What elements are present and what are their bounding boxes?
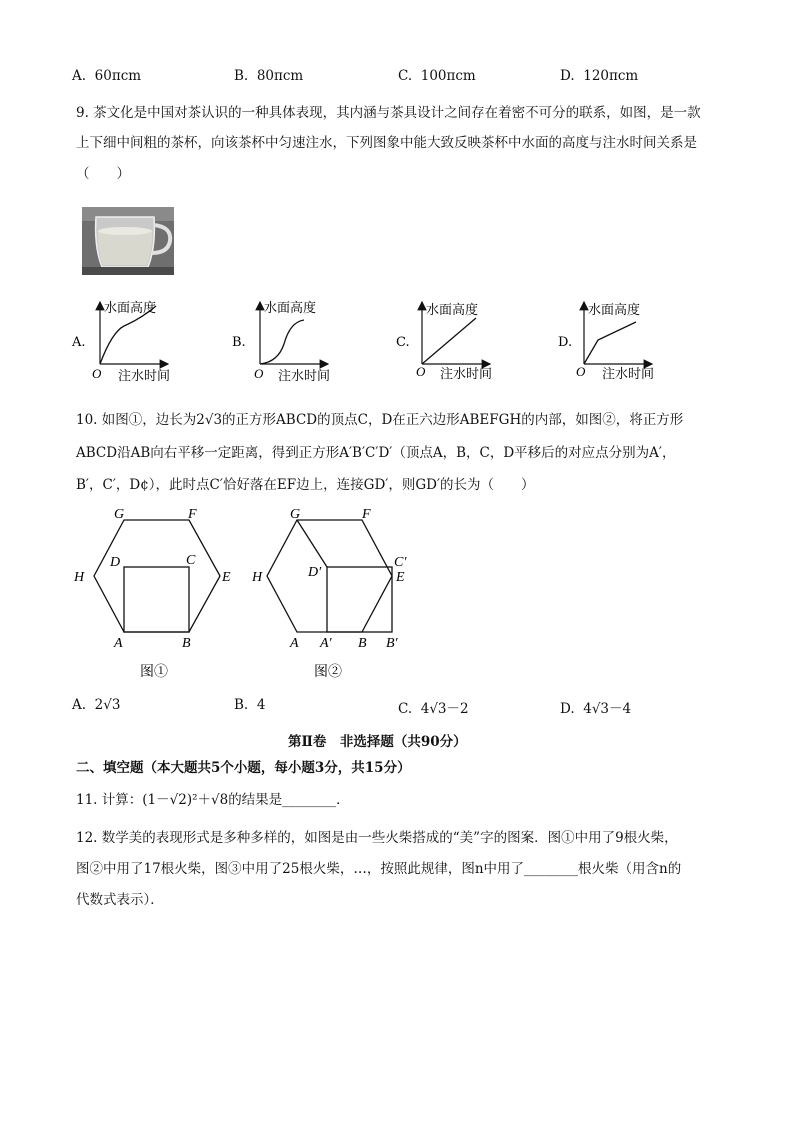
q10-figures bbox=[68, 500, 428, 690]
section-title: 第Ⅱ卷 非选择题（共90分） bbox=[288, 734, 467, 750]
graph-b bbox=[232, 300, 330, 384]
svg-text:G: G bbox=[290, 507, 301, 522]
q12-line3: 代数式表示）． bbox=[76, 892, 164, 908]
q10-option-b: B. 4 bbox=[234, 697, 266, 713]
graph-a-xlabel: 注水时间 bbox=[118, 369, 171, 384]
graph-c bbox=[396, 302, 492, 382]
svg-text:C: C bbox=[186, 553, 196, 568]
graph-b-label: B. bbox=[232, 335, 246, 350]
graph-d bbox=[558, 302, 654, 382]
graph-d-xlabel: 注水时间 bbox=[602, 367, 655, 382]
svg-text:F: F bbox=[188, 507, 197, 522]
teacup-photo bbox=[82, 207, 174, 275]
graph-b-ylabel: 水面高度 bbox=[264, 301, 317, 316]
graph-c-label: C. bbox=[396, 335, 410, 350]
q12-line2: 图②中用了17根火柴，图③中用了25根火柴，…，按照此规律，图n中用了________根火柴（用含n的 bbox=[76, 861, 682, 877]
q10-option-c: C. 4√3－2 bbox=[398, 701, 469, 717]
q11-expression: (1－√2)²＋√8 bbox=[142, 792, 229, 808]
q9-line3: （ ） bbox=[76, 166, 130, 182]
q9-line2: 上下细中间粗的茶杯，向该茶杯中匀速注水，下列图象中能大致反映茶杯中水面的高度与注水时间关系是 bbox=[76, 135, 697, 151]
graph-a-ylabel: 水面高度 bbox=[104, 301, 157, 316]
q8-option-c: C. 100πcm bbox=[398, 68, 476, 84]
svg-text:E: E bbox=[222, 570, 231, 585]
svg-text:H: H bbox=[74, 570, 85, 585]
graph-d-label: D. bbox=[558, 335, 573, 350]
q9-line1: 9. 茶文化是中国对茶认识的一种具体表现，其内涵与茶具设计之间存在着密不可分的联系，如图，是一款 bbox=[76, 105, 701, 121]
svg-text:B: B bbox=[182, 636, 191, 651]
svg-text:C′: C′ bbox=[394, 555, 407, 570]
graph-a-label: A. bbox=[72, 335, 86, 350]
svg-text:E: E bbox=[396, 570, 405, 585]
figure-2 bbox=[251, 507, 407, 680]
graph-d-ylabel: 水面高度 bbox=[588, 303, 641, 318]
graph-a bbox=[71, 300, 170, 384]
svg-text:H: H bbox=[252, 570, 263, 585]
svg-text:A: A bbox=[114, 636, 123, 651]
q11: 11. 计算：(1－√2)²＋√8的结果是________． bbox=[76, 792, 350, 808]
svg-text:A: A bbox=[290, 636, 299, 651]
svg-text:D: D bbox=[110, 555, 121, 570]
graph-a-origin: O bbox=[92, 366, 102, 381]
graph-c-origin: O bbox=[416, 364, 426, 379]
q10-line2: ABCD沿AB向右平移一定距离，得到正方形A′B′C′D′（顶点A，B，C，D平移后的对应点分别为A′， bbox=[76, 445, 676, 461]
figure-1-caption: 图① bbox=[140, 664, 168, 680]
q10-option-a: A. 2√3 bbox=[72, 697, 121, 713]
part2-title: 二、填空题（本大题共5个小题，每小题3分，共15分） bbox=[76, 760, 411, 776]
svg-text:F: F bbox=[362, 507, 371, 522]
q10-option-d: D. 4√3－4 bbox=[560, 701, 632, 717]
q10-line1: 10. 如图①，边长为2√3的正方形ABCD的顶点C，D在正六边形ABEFGH的内部，如图②，将正方形 bbox=[76, 412, 684, 428]
graph-c-xlabel: 注水时间 bbox=[440, 367, 493, 382]
figure-1 bbox=[73, 507, 231, 680]
graph-b-xlabel: 注水时间 bbox=[278, 369, 331, 384]
graph-b-origin: O bbox=[254, 366, 264, 381]
graph-d-origin: O bbox=[576, 364, 586, 379]
graph-c-ylabel: 水面高度 bbox=[426, 303, 479, 318]
q8-option-d: D. 120πcm bbox=[560, 68, 639, 84]
q10-line3: B′，C′，D¢），此时点C′恰好落在EF边上，连接GD′，则GD′的长为（ ） bbox=[76, 477, 535, 493]
svg-text:G: G bbox=[114, 507, 125, 522]
svg-text:B′: B′ bbox=[386, 636, 398, 651]
svg-text:B: B bbox=[358, 636, 367, 651]
q9-graphs bbox=[60, 292, 700, 392]
q12-line1: 12. 数学美的表现形式是多种多样的，如图是由一些火柴搭成的“美”字的图案．图①中用了9根火柴， bbox=[76, 830, 678, 846]
figure-2-caption: 图② bbox=[314, 664, 342, 680]
svg-text:A′: A′ bbox=[320, 636, 332, 651]
q8-option-b: B. 80πcm bbox=[234, 68, 304, 84]
svg-text:D′: D′ bbox=[308, 565, 322, 580]
q8-option-a: A. 60πcm bbox=[72, 68, 142, 84]
